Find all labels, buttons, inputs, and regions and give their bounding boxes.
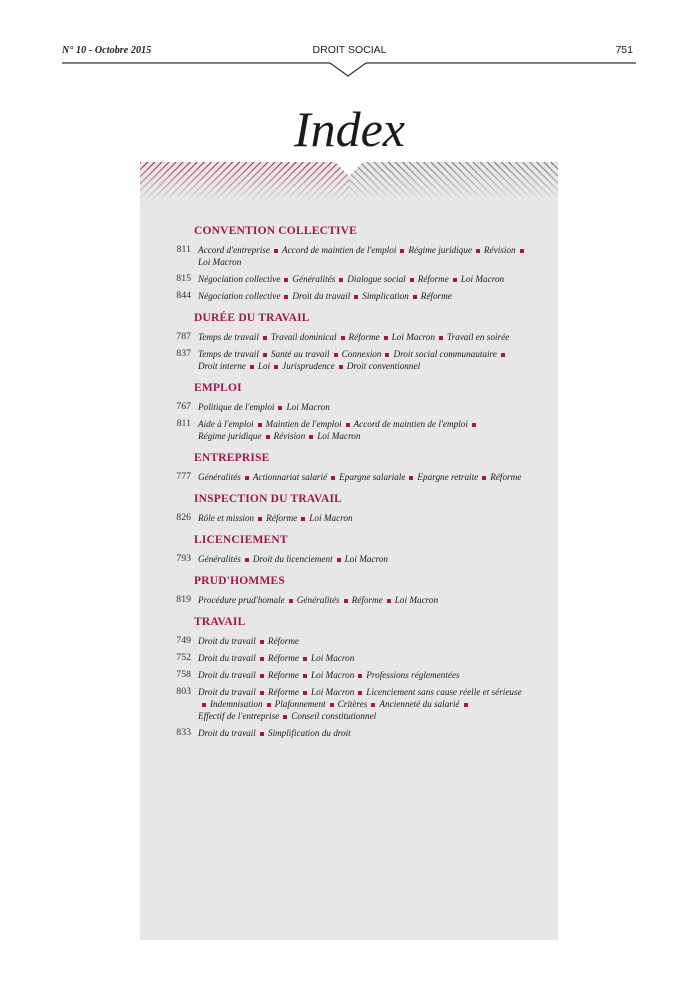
index-section	[140, 615, 558, 739]
separator-square-icon	[274, 249, 278, 253]
index-section	[140, 381, 558, 442]
index-term: Négociation collective	[198, 274, 281, 284]
index-term: Epargne retraite	[417, 472, 479, 482]
separator-square-icon	[274, 365, 278, 369]
index-term: Simplification du droit	[267, 728, 351, 738]
index-term: Conseil constitutionnel	[291, 711, 377, 721]
separator-square-icon	[413, 295, 417, 299]
index-entry	[140, 727, 558, 739]
entry-page-number: 793	[176, 553, 191, 564]
entry-terms	[198, 290, 528, 302]
separator-square-icon	[303, 674, 307, 678]
entry-page-number: 815	[176, 273, 191, 284]
index-term: Dialogue social	[347, 274, 406, 284]
entry-terms	[198, 512, 528, 524]
entry-page-number: 811	[176, 418, 191, 429]
separator-square-icon	[202, 703, 206, 707]
entry-terms	[198, 471, 528, 483]
index-term: Professions réglementées	[366, 670, 460, 680]
index-term: Droit du travail	[198, 670, 256, 680]
entry-page-number: 777	[176, 471, 191, 482]
index-entry	[140, 686, 558, 722]
entry-page-number: 803	[176, 686, 191, 697]
issue-label: N° 10 - Octobre 2015	[62, 45, 152, 56]
index-term: Temps de travail	[198, 349, 259, 359]
separator-square-icon	[371, 703, 375, 707]
index-term: Politique de l'emploi	[198, 402, 275, 412]
index-term: Réforme	[351, 595, 383, 605]
index-term: Droit conventionnel	[346, 361, 421, 371]
separator-square-icon	[358, 674, 362, 678]
index-entry	[140, 331, 558, 343]
index-term: Loi Macron	[309, 513, 353, 523]
separator-square-icon	[344, 599, 348, 603]
index-entry	[140, 553, 558, 565]
separator-square-icon	[303, 691, 307, 695]
index-term: Loi Macron	[198, 257, 242, 267]
index-term: Loi	[257, 361, 271, 371]
index-term: Accord d'entreprise	[198, 245, 270, 255]
entry-page-number: 752	[176, 652, 191, 663]
index-term: Simplication	[362, 291, 409, 301]
index-section	[140, 224, 558, 302]
separator-square-icon	[330, 703, 334, 707]
index-term: Révision	[483, 245, 516, 255]
index-term: Droit du licenciement	[252, 554, 333, 564]
index-section	[140, 492, 558, 524]
index-term: Réforme	[267, 670, 299, 680]
index-term: Régime juridique	[198, 431, 262, 441]
separator-square-icon	[358, 691, 362, 695]
index-term: Accord de maintien de l'emploi	[281, 245, 397, 255]
index-term: Réforme	[267, 687, 299, 697]
entry-terms	[198, 244, 528, 268]
section-title: EMPLOI	[194, 382, 242, 394]
index-term: Temps de travail	[198, 332, 259, 342]
separator-square-icon	[439, 336, 443, 340]
index-term: Réforme	[348, 332, 380, 342]
separator-square-icon	[354, 295, 358, 299]
page-number: 751	[615, 44, 633, 56]
index-term: Réforme	[420, 291, 452, 301]
separator-square-icon	[387, 599, 391, 603]
index-term: Droit du travail	[292, 291, 351, 301]
separator-square-icon	[245, 558, 249, 562]
separator-square-icon	[409, 476, 413, 480]
separator-square-icon	[284, 295, 288, 299]
index-term: Loi Macron	[286, 402, 330, 412]
page-title: Index	[293, 101, 406, 157]
entry-terms	[198, 348, 528, 372]
index-term: Droit du travail	[198, 636, 256, 646]
entry-terms	[198, 635, 528, 647]
separator-square-icon	[284, 278, 288, 282]
index-entry	[140, 273, 558, 285]
index-term: Ancienneté du salarié	[379, 699, 460, 709]
separator-square-icon	[258, 423, 262, 427]
index-term: Loi Macron	[460, 274, 505, 284]
entry-terms	[198, 652, 528, 664]
separator-square-icon	[289, 599, 293, 603]
separator-square-icon	[339, 278, 343, 282]
index-entry	[140, 348, 558, 372]
entry-terms	[198, 418, 528, 442]
entry-terms	[198, 331, 528, 343]
separator-square-icon	[331, 476, 335, 480]
separator-square-icon	[258, 517, 262, 521]
separator-square-icon	[482, 476, 486, 480]
header-rule	[62, 62, 636, 80]
entry-terms	[198, 669, 528, 681]
index-term: Loi Macron	[317, 431, 361, 441]
index-term: Réforme	[267, 636, 299, 646]
entry-page-number: 844	[176, 290, 191, 301]
index-entry	[140, 290, 558, 302]
entry-page-number: 826	[176, 512, 191, 523]
entry-page-number: 837	[176, 348, 191, 359]
separator-square-icon	[520, 249, 524, 253]
index-term: Négociation collective	[198, 291, 281, 301]
section-title: TRAVAIL	[194, 616, 246, 628]
entry-terms	[198, 553, 528, 565]
separator-square-icon	[464, 703, 468, 707]
index-term: Epargne salariale	[339, 472, 406, 482]
separator-square-icon	[400, 249, 404, 253]
index-term: Rôle et mission	[198, 513, 255, 523]
index-term: Indemnisation	[210, 699, 263, 709]
separator-square-icon	[337, 558, 341, 562]
separator-square-icon	[278, 406, 282, 410]
separator-square-icon	[263, 336, 267, 340]
separator-square-icon	[453, 278, 457, 282]
separator-square-icon	[476, 249, 480, 253]
separator-square-icon	[266, 435, 270, 439]
entry-terms	[198, 686, 528, 722]
index-term: Généralités	[296, 595, 340, 605]
section-title: DURÉE DU TRAVAIL	[194, 312, 310, 324]
entry-page-number: 833	[176, 727, 191, 738]
index-term: Jurisprudence	[282, 361, 335, 371]
separator-square-icon	[385, 353, 389, 357]
index-term: Maintien de l'emploi	[265, 419, 342, 429]
index-entry	[140, 669, 558, 681]
index-entry	[140, 244, 558, 268]
index-term: Connexion	[341, 349, 382, 359]
index-entry	[140, 594, 558, 606]
section-title: ENTREPRISE	[194, 452, 270, 464]
index-term: Réforme	[266, 513, 298, 523]
separator-square-icon	[250, 365, 254, 369]
index-term: Loi Macron	[391, 332, 435, 342]
index-term: Réforme	[267, 653, 299, 663]
index-list	[140, 224, 558, 748]
index-term: Droit social communautaire	[393, 349, 497, 359]
index-term: Loi Macron	[310, 653, 355, 663]
index-section	[140, 451, 558, 483]
entry-page-number: 767	[176, 401, 191, 412]
separator-square-icon	[309, 435, 313, 439]
index-term: Réforme	[490, 472, 522, 482]
index-term: Droit du travail	[198, 687, 256, 697]
separator-square-icon	[260, 691, 264, 695]
separator-square-icon	[301, 517, 305, 521]
index-term: Aide à l'emploi	[198, 419, 254, 429]
index-term: Loi Macron	[310, 670, 355, 680]
index-term: Loi Macron	[344, 554, 388, 564]
separator-square-icon	[260, 657, 264, 661]
entry-terms	[198, 727, 528, 739]
separator-square-icon	[410, 278, 414, 282]
separator-square-icon	[260, 732, 264, 736]
index-entry	[140, 512, 558, 524]
index-term: Généralités	[292, 274, 336, 284]
index-term: Droit du travail	[198, 728, 256, 738]
entry-page-number: 811	[176, 244, 191, 255]
index-term: Droit du travail	[198, 653, 256, 663]
entry-terms	[198, 594, 528, 606]
index-term: Accord de maintien de l'emploi	[353, 419, 468, 429]
index-term: Plafonnement	[274, 699, 326, 709]
index-term: Travail dominical	[270, 332, 337, 342]
entry-terms	[198, 401, 528, 413]
separator-square-icon	[339, 365, 343, 369]
index-term: Licenciement sans cause réelle et sérieuse	[366, 687, 522, 697]
separator-square-icon	[384, 336, 388, 340]
index-entry	[140, 652, 558, 664]
index-entry	[140, 418, 558, 442]
entry-page-number: 819	[176, 594, 191, 605]
index-term: Généralités	[198, 472, 241, 482]
separator-square-icon	[334, 353, 338, 357]
index-term: Généralités	[198, 554, 241, 564]
index-term: Actionnariat salarié	[252, 472, 328, 482]
separator-square-icon	[283, 715, 287, 719]
section-title: PRUD'HOMMES	[194, 575, 285, 587]
separator-square-icon	[346, 423, 350, 427]
index-section	[140, 311, 558, 372]
separator-square-icon	[472, 423, 476, 427]
index-term: Effectif de l'entreprise	[198, 711, 280, 721]
section-title: INSPECTION DU TRAVAIL	[194, 493, 342, 505]
index-entry	[140, 635, 558, 647]
index-term: Travail en soirée	[446, 332, 510, 342]
index-term: Santé au travail	[270, 349, 330, 359]
index-entry	[140, 471, 558, 483]
entry-page-number: 749	[176, 635, 191, 646]
separator-square-icon	[260, 674, 264, 678]
separator-square-icon	[245, 476, 249, 480]
separator-square-icon	[341, 336, 345, 340]
index-entry	[140, 401, 558, 413]
entry-terms	[198, 273, 528, 285]
separator-square-icon	[260, 640, 264, 644]
index-section	[140, 533, 558, 565]
index-term: Réforme	[417, 274, 449, 284]
index-term: Régime juridique	[408, 245, 472, 255]
index-term: Droit interne	[198, 361, 246, 371]
separator-square-icon	[501, 353, 505, 357]
index-term: Critères	[337, 699, 368, 709]
index-term: Procédure prud'homale	[198, 595, 285, 605]
journal-title: DROIT SOCIAL	[312, 44, 387, 56]
index-term: Révision	[273, 431, 306, 441]
index-term: Loi Macron	[394, 595, 439, 605]
entry-page-number: 758	[176, 669, 191, 680]
separator-square-icon	[263, 353, 267, 357]
hatched-banner	[140, 162, 558, 202]
index-term: Loi Macron	[310, 687, 355, 697]
separator-square-icon	[303, 657, 307, 661]
entry-page-number: 787	[176, 331, 191, 342]
section-title: CONVENTION COLLECTIVE	[194, 225, 357, 237]
index-section	[140, 574, 558, 606]
separator-square-icon	[267, 703, 271, 707]
section-title: LICENCIEMENT	[194, 534, 288, 546]
